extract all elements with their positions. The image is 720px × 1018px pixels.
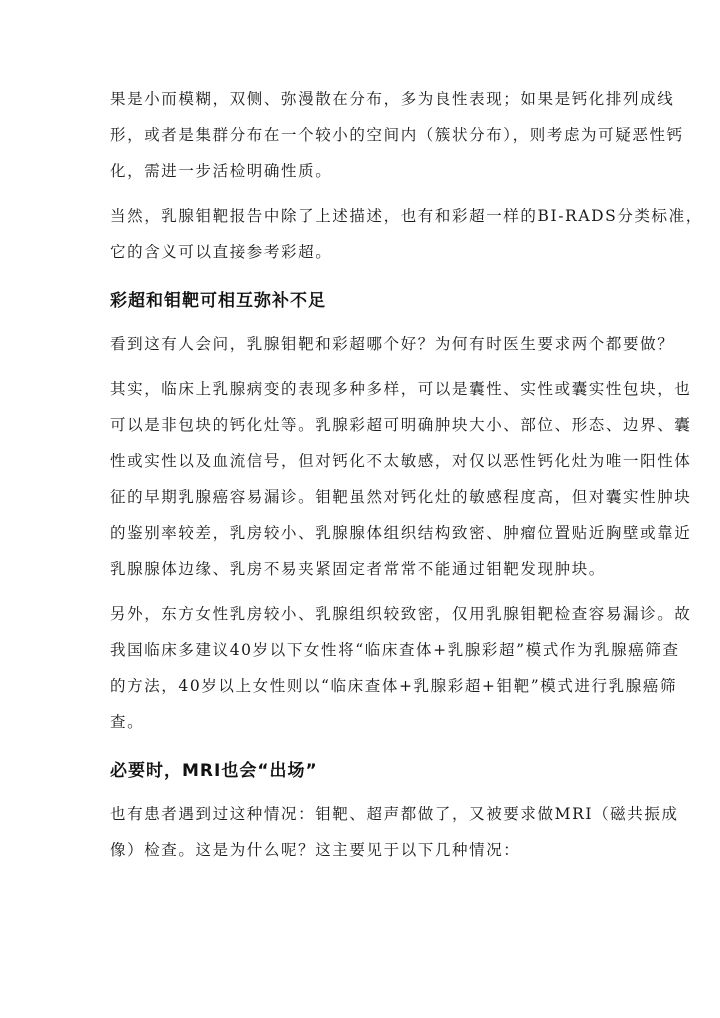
text-line: 形，或者是集群分布在一个较小的空间内（簇状分布），则考虑为可疑恶性钙 [110, 126, 684, 144]
text-line: 果是小而模糊，双侧、弥漫散在分布，多为良性表现；如果是钙化排列成线 [110, 90, 675, 108]
text-line: 性或实性以及血流信号，但对钙化不太敏感，对仅以恶性钙化灶为唯一阳性体 [110, 452, 692, 470]
text-line: 可以是非包块的钙化灶等。乳腺彩超可明确肿块大小、部位、形态、边界、囊 [110, 416, 692, 434]
text-line: 的方法，40岁以上女性则以“临床查体+乳腺彩超+钼靶”模式进行乳腺癌筛 [110, 677, 678, 695]
text-line: 查。 [110, 713, 145, 731]
text-line: 当然，乳腺钼靶报告中除了上述描述，也有和彩超一样的BI-RADS分类标准， [110, 207, 703, 225]
text-line: 像）检查。这是为什么呢？这主要见于以下几种情况： [110, 841, 521, 859]
text-line: 的鉴别率较差，乳房较小、乳腺腺体组织结构致密、肿瘤位置贴近胸壁或靠近 [110, 524, 692, 542]
text-line: 化，需进一步活检明确性质。 [110, 162, 333, 180]
text-line: 它的含义可以直接参考彩超。 [110, 243, 333, 261]
text-line: 其实，临床上乳腺病变的表现多种多样，可以是囊性、实性或囊实性包块，也 [110, 380, 692, 398]
text-line: 乳腺腺体边缘、乳房不易夹紧固定者常常不能通过钼靶发现肿块。 [110, 560, 606, 578]
text-line: 征的早期乳腺癌容易漏诊。钼靶虽然对钙化灶的敏感程度高，但对囊实性肿块 [110, 488, 692, 506]
text-line: 我国临床多建议40岁以下女性将“临床查体+乳腺彩超”模式作为乳腺癌筛查 [110, 641, 680, 659]
section-heading: 必要时，MRI也会“出场” [110, 761, 318, 781]
text-line: 另外，东方女性乳房较小、乳腺组织较致密，仅用乳腺钼靶检查容易漏诊。故 [110, 605, 692, 623]
text-line: 也有患者遇到过这种情况：钼靶、超声都做了，又被要求做MRI（磁共振成 [110, 805, 679, 823]
text-line: 看到这有人会问，乳腺钼靶和彩超哪个好？为何有时医生要求两个都要做？ [110, 335, 675, 353]
section-heading: 彩超和钼靶可相互弥补不足 [110, 291, 326, 311]
